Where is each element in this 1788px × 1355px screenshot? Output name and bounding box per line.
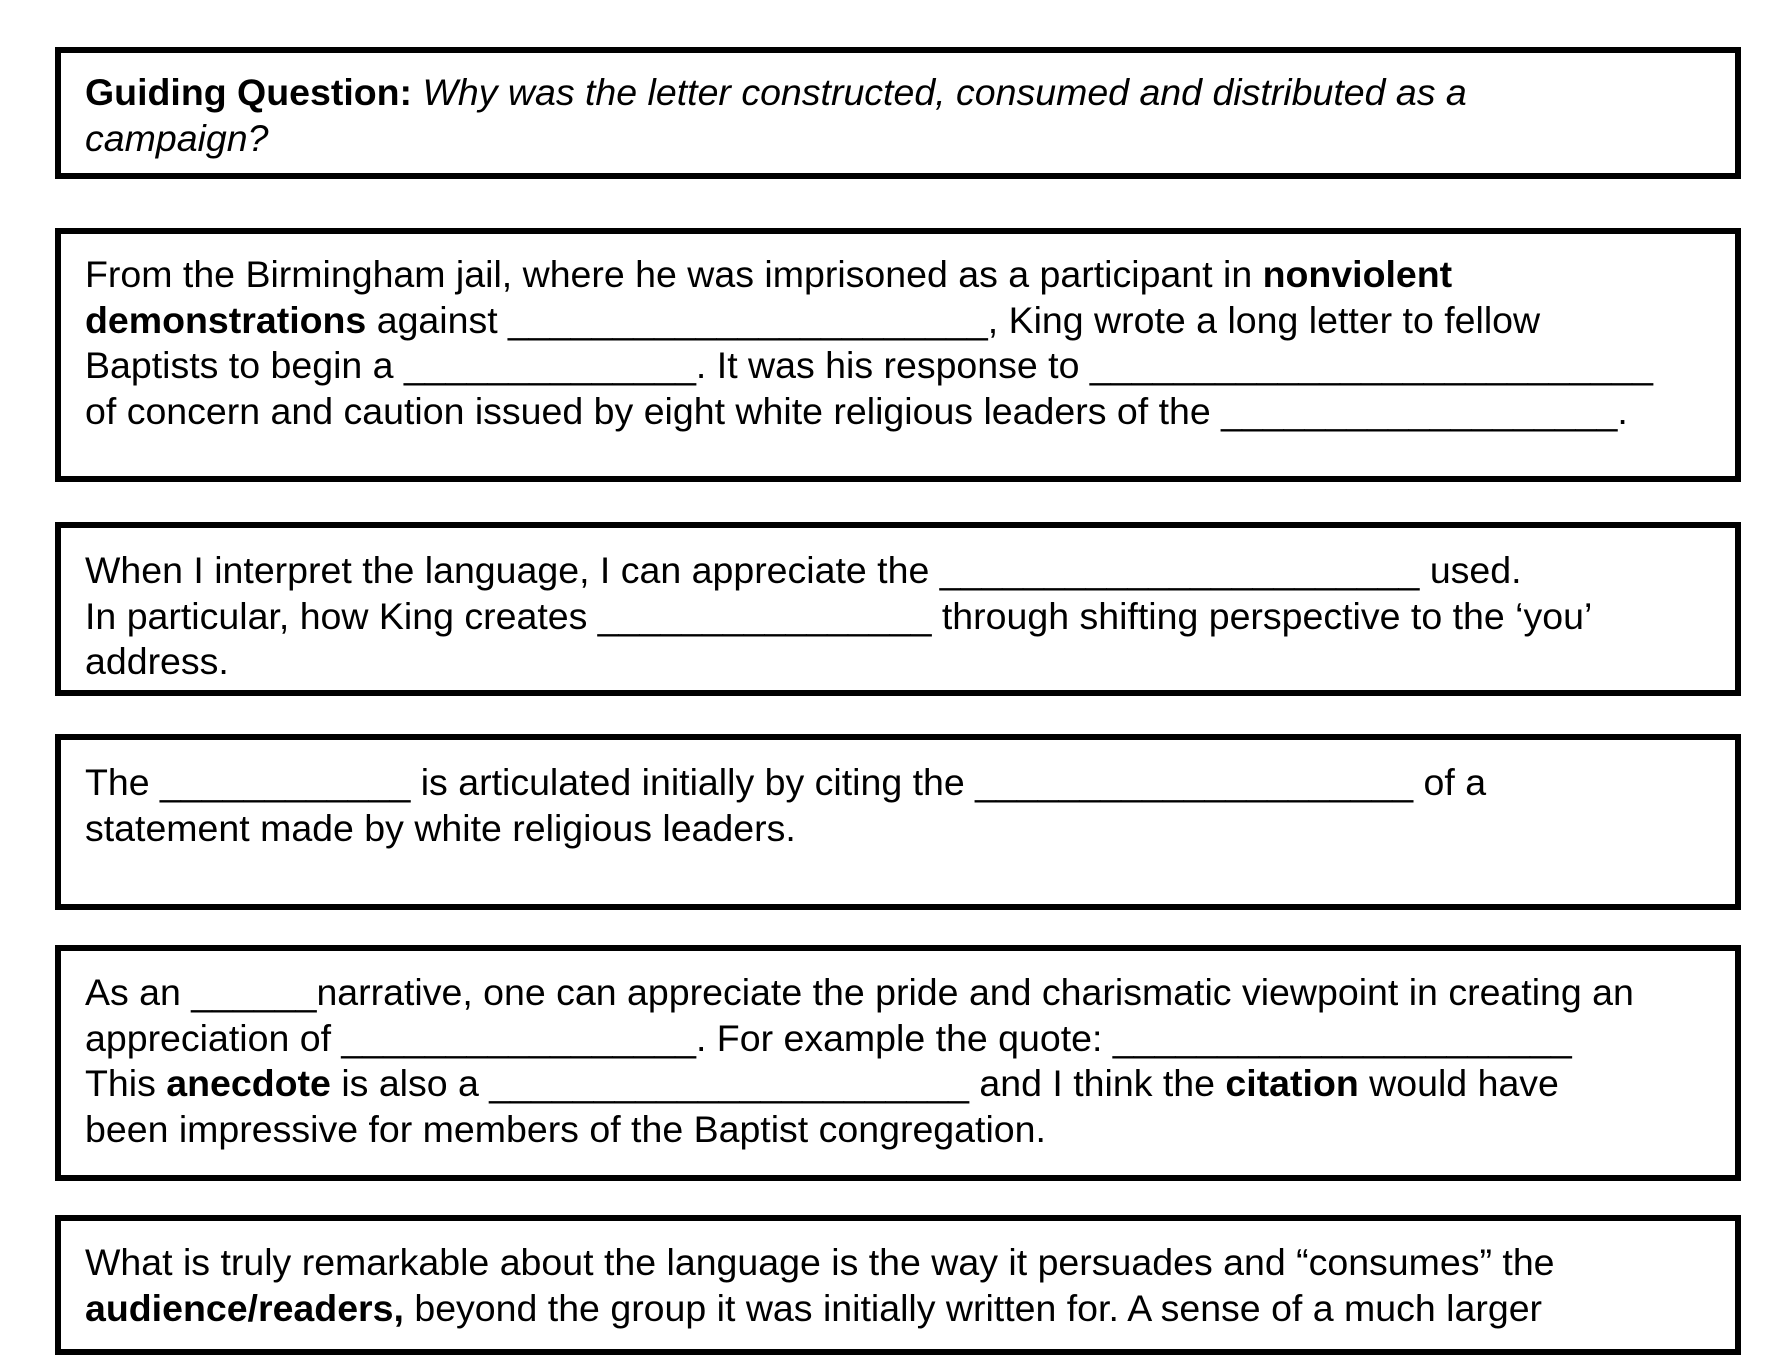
paragraph-line: In particular, how King creates ________________ through shifting perspective to the ‘you’ [85,594,1593,637]
articulation-paragraph-box [55,734,1741,910]
paragraph-text: This [85,1062,167,1104]
guiding-question-line-2 [85,116,1713,162]
bold-term-nonviolent: nonviolent [1262,253,1453,295]
paragraph-line: been impressive for members of the Baptist congregation. [85,1107,1046,1150]
guiding-question-box [55,47,1741,179]
paragraph-line: As an ______narrative, one can appreciate the pride and charismatic viewpoint in creating an [85,971,1634,1013]
remarkable-language-paragraph-box [55,1215,1741,1355]
paragraph-text: From the Birmingham jail, where he was imprisoned as a participant in [85,253,1263,295]
paragraph-line: What is truly remarkable about the language is the way it persuades and “consumes” the [85,1241,1555,1283]
paragraph-line: appreciation of _________________. For example the quote: ______________________ [85,1016,1572,1059]
paragraph-text: Baptists to begin a ______________. It was his response to ___________________________ [85,344,1653,386]
paragraph-line [85,1286,1713,1332]
guiding-question-line-1 [85,70,1713,116]
birmingham-jail-paragraph-box [55,228,1741,482]
bold-term-citation: citation [1225,1062,1359,1104]
narrative-paragraph-box [55,945,1741,1181]
guiding-question-text-1: Why was the letter constructed, consumed and distributed as a [422,71,1467,113]
guiding-question-label: Guiding Question: [85,71,413,113]
bold-term-audience-readers: audience/readers, [85,1286,404,1329]
paragraph-line: When I interpret the language, I can appreciate the _______________________ used. [85,549,1522,591]
paragraph-line: address. [85,640,229,682]
guiding-question-text-2: campaign? [85,116,269,159]
paragraph-text: is also a _______________________ and I think the [330,1062,1226,1104]
paragraph-line [85,252,1713,298]
paragraph-line [85,343,1713,389]
bold-term-demonstrations: demonstrations [85,298,367,341]
paragraph-line: statement made by white religious leaders. [85,806,796,849]
paragraph-line [85,1061,1713,1107]
paragraph-text: against _______________________, King wrote a long letter to fellow [366,298,1541,341]
paragraph-text: of concern and caution issued by eight white religious leaders of the ___________________. [85,389,1628,432]
paragraph-text: would have [1358,1062,1559,1104]
bold-term-anecdote: anecdote [166,1062,331,1104]
interpret-language-paragraph-box [55,522,1741,696]
paragraph-line [85,298,1713,344]
paragraph-line [85,389,1713,435]
paragraph-line: The ____________ is articulated initially by citing the _____________________ of a [85,761,1487,803]
paragraph-text: beyond the group it was initially written for. A sense of a much larger [403,1286,1543,1329]
